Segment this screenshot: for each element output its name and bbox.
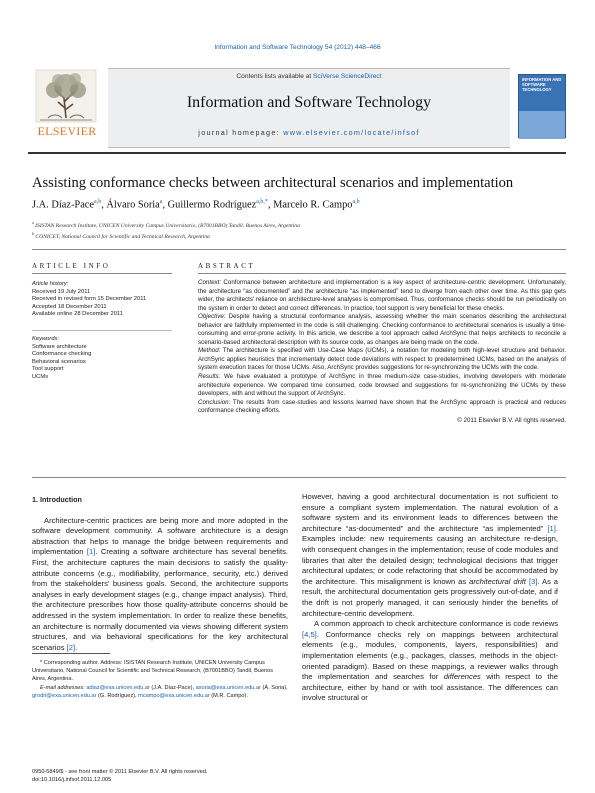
author-list [32, 199, 572, 210]
author-separator: , [267, 199, 274, 211]
emphasis-text: architectural drift [469, 576, 527, 586]
abstract-paragraphs [198, 279, 566, 416]
text-run: . Creating a software architecture has several benefits. First, the architecture captures the main decisions to satisfy the quality-attribute concerns (e.g., modifiability, performance, security, etc.) derived from the stakeholders’ business goals. Second, the architecture supports analyses in early development stages (e.g., change impact analysis). Third, the architecture prescribes how those quality-attribute concerns should be addressed in the system implementation. In order to realize these benefits, an architecture is normally documented via views showing different system structures, and via behavioral specifications for the key architectural scenarios [32, 547, 289, 652]
journal-title: Information and Software Technology [186, 94, 432, 111]
contents-available-line [108, 73, 510, 80]
abstract-paragraph-text: Despite having a structural conformance analysis, assessing whether the main scenarios describing the architectural behavior are faithfully implemented in the code is still challenging. Checking conformance to architectural scenarios is usually a time-consuming and error-prone activity. In this article, we describe a tool approach called ArchSync that helps architects to reconcile a scenario-based architectural description with its source code, as changes are being made on the code. [198, 313, 566, 346]
text-run: . [75, 642, 78, 652]
corresponding-author-footnote [32, 659, 288, 700]
author-name: J.A. Díaz-Pace [32, 199, 95, 211]
abstract-paragraph-text: The architecture is specified with Use-Case Maps (UCMs), a notation for modeling both high-level structure and behavior. ArchSync applies heuristics that incrementally detect code deviations with respect to predetermined UCMs, based on the analysis of system execution traces for those UCMs. Also, ArchSync provides suggestions for re-synchronizing the UCMs with the code. [198, 347, 566, 372]
author-name: Marcelo R. Campo [273, 199, 353, 211]
abstract-paragraph-text: We have evaluated a prototype of ArchSync in three medium-size case-studies, involving developers with moderate architecture experience. We compared time consumed, code browsed and suggestions for re-synchronizing the UCMs by these developers, with and without the support of ArchSync. [198, 373, 566, 398]
author-separator: , [101, 199, 107, 211]
history-rule [32, 330, 172, 331]
abstract-paragraph-lead: Objective: [198, 313, 226, 321]
keyword-list [32, 344, 172, 382]
text-run: (Á. Soria), [260, 684, 288, 691]
front-matter-meta [32, 769, 292, 785]
keywords-heading: Keywords: [32, 336, 60, 342]
citation-link[interactable]: [1] [86, 547, 96, 557]
citation-link[interactable]: [3] [528, 576, 538, 586]
author-affiliation-marker: a,b,* [256, 199, 268, 205]
text-run: . As a result, the architectural documentation gets progressively out-of-date, and if the drift is not properly managed, it can seriously hinder the benefits of architecture-centric development. [302, 576, 558, 618]
keyword-item: Behavioral scenarios [32, 358, 86, 365]
copyright-line: © 2011 Elsevier B.V. All rights reserved. [457, 416, 566, 424]
journal-header-box [108, 68, 510, 148]
section-heading-introduction: 1. Introduction [32, 495, 82, 504]
masthead [28, 68, 566, 148]
affiliations [32, 219, 552, 241]
citation-link[interactable]: [2] [66, 642, 76, 652]
footnote-corresponding: * Corresponding author. Address: ISISTAN Research Institute, UNICEN University Campus Universitario, National Council for Scientific and Technical Research, (B7001BBO) Tandil, Buenos Aires, Argentina. [32, 660, 274, 683]
abstract-paragraph [198, 399, 566, 416]
affiliation-marker: b [32, 230, 34, 236]
body-paragraph [302, 619, 558, 704]
journal-cover-thumbnail [518, 74, 566, 138]
article-info-rule [32, 273, 172, 274]
email-link[interactable]: asoria@exa.unicen.edu.ar [195, 684, 261, 691]
body-left-column [32, 492, 288, 653]
email-link[interactable]: adiaz@exa.unicen.edu.ar [86, 684, 150, 691]
email-link[interactable]: grodri@exa.unicen.edu.ar [32, 692, 97, 699]
body-paragraph [32, 516, 288, 654]
article-info-label: ARTICLE INFO [32, 262, 111, 270]
citation-link[interactable]: [4,5] [302, 629, 317, 639]
affiliation-line [32, 230, 552, 241]
text-run: Architecture-centric practices are being more and more adopted in the software development community. A software architecture is a design abstraction that helps to manage the bridge between requirements and implementation [32, 515, 288, 557]
history-item: Received 19 July 2011 [32, 288, 91, 295]
abstract-paragraph-lead: Conclusion: [198, 398, 231, 406]
affiliation-marker: a [32, 220, 34, 225]
keyword-item: Software architecture [32, 343, 87, 350]
email-link[interactable]: mcampo@exa.unicen.edu.ar [138, 692, 210, 699]
sciverse-link[interactable]: SciVerse ScienceDirect [313, 73, 382, 80]
abstract-paragraph-text: The results from case-studies and lessons learned have shown that the ArchSync approach is practical and reduces conformance checking efforts. [198, 398, 566, 415]
text-run: (M.R. Campo). [209, 692, 248, 699]
article-history [32, 281, 172, 319]
masthead-rule [28, 152, 566, 154]
keyword-item: Tool support [32, 366, 64, 373]
author-affiliation-marker: a,b [94, 199, 102, 205]
issn-line: 0950-5849/$ - see front matter © 2011 Elsevier B.V. All rights reserved. [32, 769, 208, 775]
author-separator: , [162, 199, 168, 211]
body-right-column [302, 492, 558, 704]
text-run: . Examples include: new requirements causing an architecture re-design, with consequent changes in the implementation; reuse of code modules and libraries that alter the detailed design; technological decisions that trigger architectural updates; or code refactoring that should be accommodated by the architecture. This misalignment is known as [302, 523, 558, 586]
history-heading: Article history: [32, 281, 69, 287]
elsevier-tree-logo [28, 68, 104, 142]
cover-band [519, 111, 565, 139]
homepage-link[interactable]: www.elsevier.com/locate/infsof [283, 128, 420, 137]
emphasis-text: E-mail addresses: [40, 684, 87, 691]
abstract-paragraph-lead: Results: [198, 373, 221, 381]
history-list [32, 289, 172, 319]
affiliation-text: CONICET, National Council for Scientific and Technical Research, Argentina [34, 233, 210, 240]
text-run: with respect to the architecture, either by hand or with tool assistance. The differences can involve structural or [302, 672, 558, 703]
keyword-item: Conformance checking [32, 351, 92, 358]
affiliation-rule [32, 249, 566, 250]
keywords-block [32, 336, 172, 382]
text-run: However, having a good architectural documentation is not sufficient to ensure a compliant system implementation. The natural evolution of a software system and its environment leads to differences between the architecture “as-documented” and the architecture “as implemented” [302, 492, 558, 533]
abstract-rule [198, 273, 566, 274]
affiliation-line [32, 219, 552, 230]
journal-homepage-line [108, 128, 510, 137]
abstract-bottom-rule [32, 477, 566, 478]
author-affiliation-marker: a [159, 199, 163, 205]
abstract-paragraph [198, 347, 566, 373]
homepage-prefix: journal homepage: [198, 128, 284, 137]
author-affiliation-marker: a,b [352, 199, 360, 205]
text-run: (J.A. Díaz-Pace), [149, 684, 196, 691]
abstract-paragraph-lead: Context: [198, 279, 222, 286]
text-run: . Conformance checks rely on mappings between architectural elements (e.g., modules, components, layers, responsibilities) and implementation elements (e.g., packages, classes, methods in the object-oriented paradigm). Based on these mappings, a reviewer walks through the implementation and searches for [302, 629, 558, 682]
abstract-paragraph [198, 373, 566, 399]
abstract-paragraph-text: Conformance between architecture and implementation is a key aspect of architecture-centric development. Unfortunately, the architecture “as documented” and the architecture “as implemented” tend to diverge from each other over time. As this gap gets wider, the architects’ reliance on architecture-level analyses is compromised. Thus, conformance checks should be run periodically on the system in order to detect and correct differences. In practice, tool support is very beneficial for these checks. [198, 279, 566, 312]
author-name: Guillermo Rodríguez [167, 199, 257, 211]
contents-prefix: Contents lists available at [236, 73, 314, 80]
history-item: Available online 28 December 2011 [32, 311, 123, 318]
text-run: (G. Rodríguez), [96, 692, 139, 699]
paper-title: Assisting conformance checks between architectural scenarios and implementation [32, 175, 514, 191]
emphasis-text: differences [443, 672, 481, 682]
affiliation-text: ISISTAN Research Institute, UNICEN University Campus Universitario, (B7001BBO) Tandil, Buenos Aires, Argentina [33, 222, 300, 229]
footnote-rule [32, 653, 110, 654]
body-paragraph [302, 492, 558, 619]
elsevier-wordmark: ELSEVIER [37, 124, 97, 138]
cover-title: INFORMATION AND SOFTWARE TECHNOLOGY [522, 77, 562, 92]
abstract-label: ABSTRACT [198, 262, 256, 270]
abstract-paragraph [198, 313, 566, 347]
journal-reference: Information and Software Technology 54 (2012) 448–466 [214, 44, 381, 51]
footnote-emails [32, 684, 288, 700]
history-item: Accepted 18 December 2011 [32, 303, 107, 310]
abstract-paragraph-lead: Method: [198, 347, 221, 355]
abstract-body [198, 279, 566, 425]
keyword-item: UCMs [32, 373, 49, 380]
history-item: Received in revised form 15 December 2011 [32, 296, 147, 303]
abstract-paragraph [198, 279, 566, 313]
author-name: Álvaro Soria [106, 199, 160, 211]
doi-line: doi:10.1016/j.infsof.2011.12.005 [32, 776, 112, 783]
citation-link[interactable]: [1] [547, 523, 556, 533]
text-run: A common approach to check architecture conformance is code reviews [314, 619, 558, 629]
